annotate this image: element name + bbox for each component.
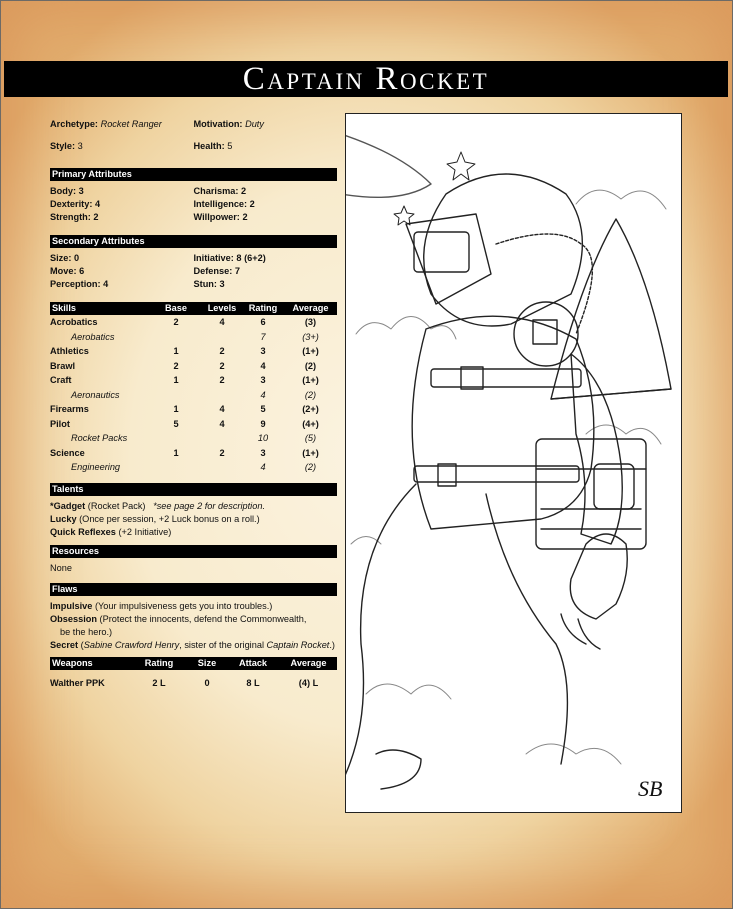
- attribute-label: Strength:: [50, 212, 91, 222]
- attribute-value: 4: [94, 199, 101, 209]
- skill-levels: 4: [219, 404, 225, 414]
- skills-body: [50, 315, 337, 475]
- skill-row: [50, 315, 337, 330]
- style-label: Style:: [50, 141, 76, 151]
- jetpack-body: [536, 439, 646, 549]
- attribute-label: Willpower:: [193, 212, 240, 222]
- attribute-value: 2: [93, 212, 99, 222]
- weapon-name: Walther PPK: [50, 677, 105, 688]
- skills-col-levels: Levels: [202, 302, 242, 315]
- skill-average: (3): [304, 317, 317, 327]
- archetype-row: [50, 118, 337, 131]
- skill-levels: 4: [219, 317, 225, 327]
- skill-row: [50, 344, 337, 359]
- skill-average: (2): [304, 389, 317, 400]
- attribute-label: Body:: [50, 186, 77, 196]
- airship-shape: [346, 134, 431, 197]
- skill-row: [50, 359, 337, 374]
- flaw-item: [50, 600, 337, 613]
- archetype-value: Rocket Ranger: [100, 119, 162, 129]
- skill-levels: 2: [219, 447, 225, 458]
- talent-desc: (Once per session, +2 Luck bonus on a roll.): [76, 513, 260, 524]
- skill-base: 1: [173, 447, 179, 458]
- glove: [570, 534, 627, 619]
- weapon-size: 0: [204, 677, 210, 688]
- style-row: [50, 140, 337, 153]
- skill-name: Science: [50, 447, 85, 458]
- skill-specialty-row: [50, 388, 337, 403]
- skill-row: [50, 417, 337, 432]
- skill-levels: [202, 330, 242, 345]
- skill-base: 2: [173, 317, 179, 327]
- weapon-average: (4) L: [298, 677, 319, 688]
- attribute-label: Defense:: [193, 266, 233, 276]
- character-title: Captain Rocket: [242, 61, 490, 97]
- resources-header: Resources: [50, 545, 337, 558]
- flaw-desc-italic: Captain Rocket: [266, 639, 330, 650]
- attribute-value: 2: [249, 199, 255, 209]
- skill-levels: 2: [219, 360, 225, 371]
- attribute-row: [50, 185, 337, 198]
- attribute-value: 2: [242, 212, 248, 222]
- talent-name: Lucky: [50, 513, 77, 524]
- weapons-col-name: Weapons: [50, 657, 130, 670]
- skill-rating: 9: [260, 418, 266, 429]
- attribute-value: 4: [103, 279, 109, 289]
- style-value: 3: [77, 141, 83, 151]
- torso: [412, 316, 594, 529]
- secondary-attributes-header: Secondary Attributes: [50, 235, 337, 248]
- skill-average: (2+): [302, 404, 319, 414]
- weapons-col-attack: Attack: [226, 657, 280, 670]
- flaw-desc: (Your impulsiveness gets you into troubles.): [92, 600, 273, 611]
- skill-specialty-row: [50, 431, 337, 446]
- weapons-col-rating: Rating: [130, 657, 188, 670]
- skill-name: Brawl: [50, 360, 76, 371]
- attribute-row: [50, 198, 337, 211]
- skills-header-row: [50, 302, 337, 315]
- skill-name: Aerobatics: [71, 331, 115, 342]
- skill-average: (1+): [302, 346, 319, 356]
- attribute-value: 6: [79, 266, 85, 276]
- secondary-attributes: [50, 252, 337, 291]
- attribute-label: Initiative:: [193, 253, 234, 263]
- talent-item: [50, 500, 337, 513]
- primary-attributes-header: Primary Attributes: [50, 168, 337, 181]
- attribute-label: Size:: [50, 253, 72, 263]
- attribute-row: [50, 278, 337, 291]
- flaw-desc: (: [78, 639, 84, 650]
- flaw-desc: (Protect the innocents, defend the Commonwealth,: [96, 613, 307, 624]
- skill-base: 2: [173, 360, 179, 371]
- flaw-desc-italic: Sabine Crawford Henry: [83, 639, 180, 650]
- rocket-ranger-drawing: [346, 114, 681, 812]
- skill-average: (3+): [302, 331, 319, 342]
- skills-col-base: Base: [150, 302, 202, 315]
- skill-levels: [202, 431, 242, 446]
- skill-levels: [202, 388, 242, 403]
- attribute-value: 3: [219, 279, 225, 289]
- skill-levels: 2: [219, 346, 225, 356]
- skill-base: 1: [173, 404, 179, 414]
- flaw-name: Impulsive: [50, 600, 93, 611]
- skill-name: Pilot: [50, 418, 70, 429]
- health-label: Health:: [193, 141, 225, 151]
- skill-base: [150, 330, 202, 345]
- motivation-value: Duty: [245, 119, 264, 129]
- attribute-value: 2: [241, 186, 247, 196]
- talent-desc: (Rocket Pack): [85, 500, 154, 511]
- skill-rating: 3: [260, 447, 266, 458]
- attribute-label: Move:: [50, 266, 77, 276]
- weapon-row: [50, 676, 337, 691]
- skill-base: [150, 460, 202, 475]
- skill-base: [150, 431, 202, 446]
- skills-table: [50, 302, 337, 475]
- character-illustration: [345, 113, 682, 813]
- skill-rating: 10: [257, 433, 269, 443]
- flaw-desc: .): [329, 639, 335, 650]
- rocket-cone: [551, 219, 671, 399]
- skill-average: (2): [304, 360, 317, 371]
- weapon-attack: 8 L: [246, 677, 260, 688]
- flaw-continuation: be the hero.): [60, 626, 113, 637]
- attribute-row: [50, 265, 337, 278]
- talents-list: [50, 500, 337, 539]
- weapon-rating: 2 L: [152, 677, 166, 688]
- attribute-value: 3: [78, 186, 84, 196]
- skill-levels: [202, 460, 242, 475]
- artist-signature: SB: [638, 776, 663, 801]
- attribute-label: Intelligence:: [193, 199, 248, 209]
- stat-block: [50, 118, 337, 690]
- flaw-item: [50, 639, 337, 652]
- skill-base: 5: [173, 418, 179, 429]
- health-value: 5: [227, 141, 233, 151]
- archetype-label: Archetype:: [50, 119, 98, 129]
- skill-rating: 4: [260, 389, 266, 400]
- skill-row: [50, 446, 337, 461]
- flaw-desc: , sister of the original: [179, 639, 267, 650]
- skill-name: Engineering: [71, 462, 121, 472]
- resources-value: None: [50, 562, 72, 573]
- flaws-list: [50, 600, 337, 652]
- flaw-name: Obsession: [50, 613, 97, 624]
- attribute-label: Stun:: [193, 279, 217, 289]
- skill-base: [150, 388, 202, 403]
- weapons-col-size: Size: [188, 657, 226, 670]
- skill-name: Firearms: [50, 404, 89, 414]
- skill-average: (1+): [302, 447, 319, 458]
- skill-rating: 4: [260, 360, 266, 371]
- talent-desc: (+2 Initiative): [115, 526, 172, 537]
- attribute-row: [50, 211, 337, 224]
- talent-item: [50, 526, 337, 539]
- skill-average: (4+): [302, 418, 319, 429]
- skills-col-average: Average: [284, 302, 337, 315]
- skill-rating: 7: [260, 331, 266, 342]
- talent-name: *Gadget: [50, 500, 86, 511]
- weapons-table: [50, 657, 337, 691]
- skill-rating: 6: [260, 317, 266, 327]
- title-banner: [4, 61, 728, 97]
- skill-specialty-row: [50, 460, 337, 475]
- skill-specialty-row: [50, 330, 337, 345]
- flaw-item: [50, 613, 337, 626]
- talent-name: Quick Reflexes: [50, 526, 116, 537]
- skill-average: (5): [304, 433, 317, 443]
- weapons-header-row: [50, 657, 337, 670]
- attribute-value: 7: [234, 266, 240, 276]
- helmet: [424, 174, 583, 326]
- attribute-row: [50, 252, 337, 265]
- skill-name: Aeronautics: [71, 389, 120, 400]
- attribute-label: Perception:: [50, 279, 101, 289]
- skill-row: [50, 373, 337, 388]
- talent-note: *see page 2 for description.: [153, 500, 265, 511]
- attribute-label: Dexterity:: [50, 199, 93, 209]
- skill-rating: 4: [260, 462, 266, 472]
- skill-name: Rocket Packs: [71, 433, 128, 443]
- skill-row: [50, 402, 337, 417]
- skills-col-name: Skills: [50, 302, 150, 315]
- flaws-header: Flaws: [50, 583, 337, 596]
- skill-base: 1: [173, 346, 179, 356]
- cloud-shapes: [351, 190, 666, 764]
- attribute-value: 0: [74, 253, 80, 263]
- talent-item: [50, 513, 337, 526]
- skill-rating: 5: [260, 404, 266, 414]
- skill-rating: 3: [260, 346, 266, 356]
- motivation-label: Motivation:: [193, 119, 243, 129]
- skill-base: 1: [173, 375, 179, 385]
- talents-header: Talents: [50, 483, 337, 496]
- skill-levels: 4: [219, 418, 225, 429]
- skill-name: Craft: [50, 375, 72, 385]
- skills-col-rating: Rating: [242, 302, 284, 315]
- attribute-label: Charisma:: [193, 186, 239, 196]
- skill-name: Athletics: [50, 346, 89, 356]
- skill-name: Acrobatics: [50, 317, 98, 327]
- skill-rating: 3: [260, 375, 266, 385]
- legs: [346, 484, 567, 784]
- attribute-value: 8 (6+2): [236, 253, 266, 263]
- flaw-name: Secret: [50, 639, 79, 650]
- skill-levels: 2: [219, 375, 225, 385]
- skill-average: (2): [304, 462, 317, 472]
- weapons-col-average: Average: [280, 657, 337, 670]
- primary-attributes: [50, 185, 337, 224]
- skill-average: (1+): [302, 375, 319, 385]
- arm: [571, 354, 622, 544]
